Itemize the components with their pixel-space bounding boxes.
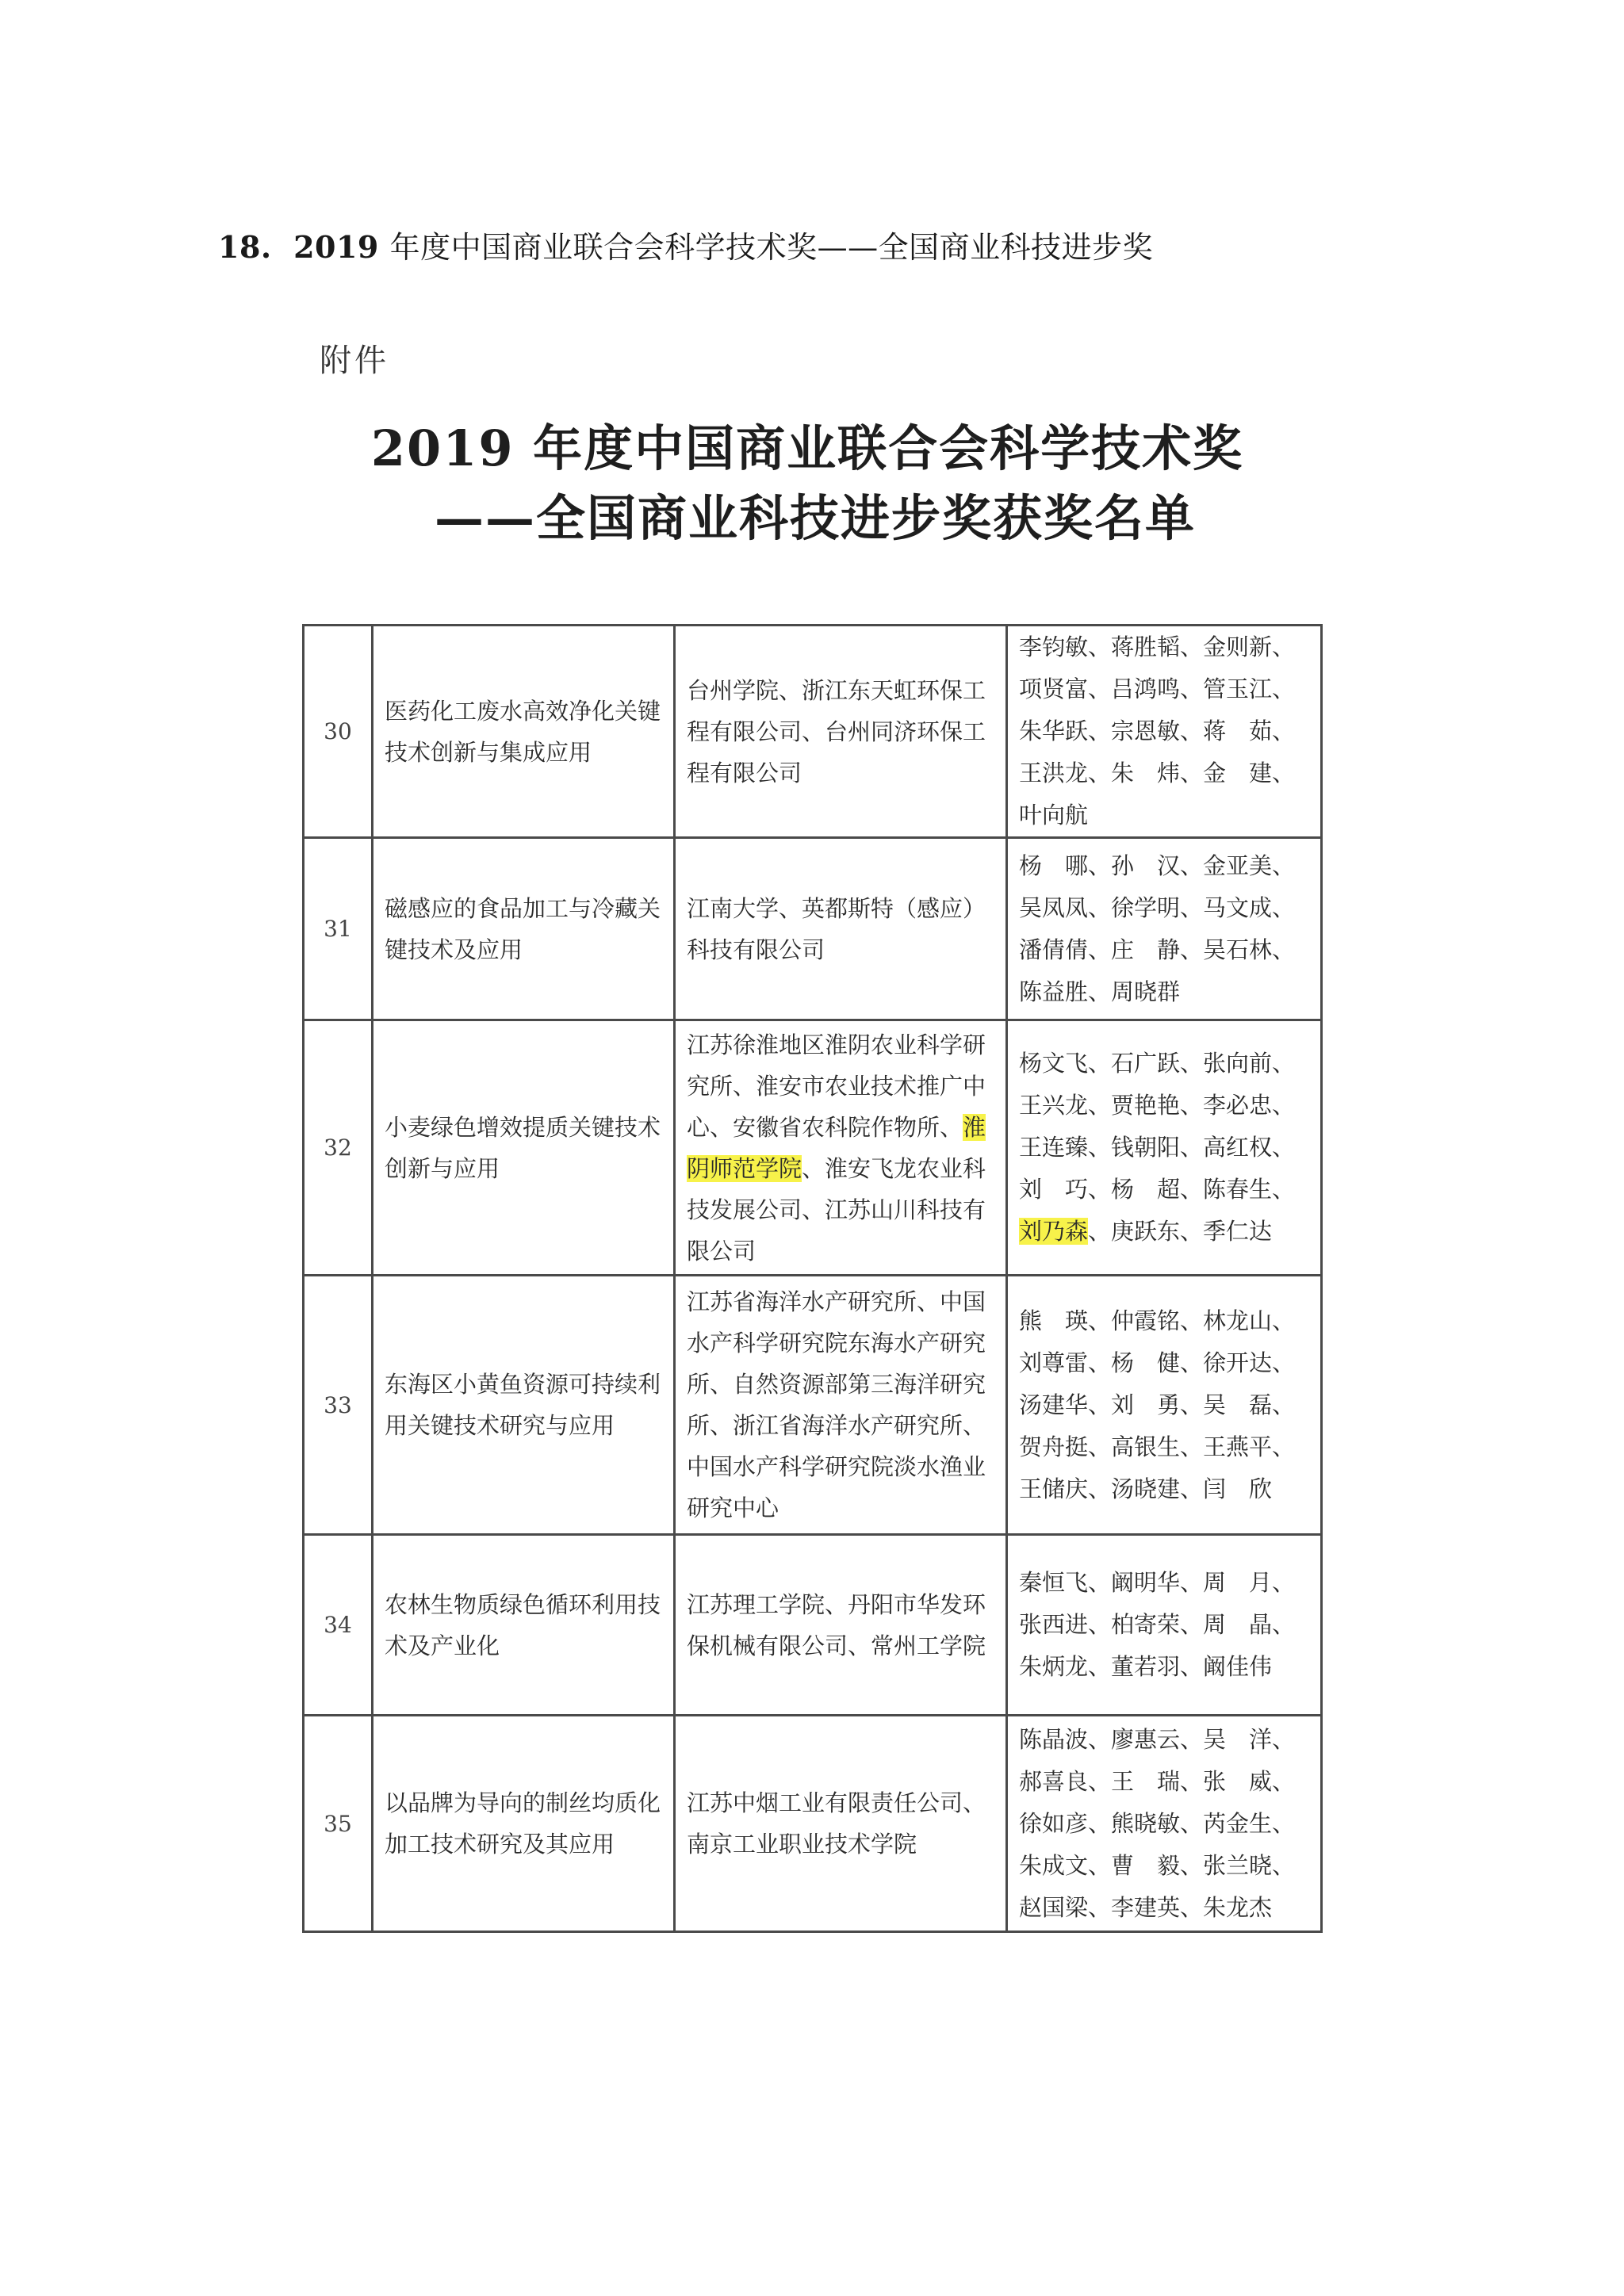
completing-units (675, 1020, 1007, 1276)
table-row (304, 1716, 1322, 1932)
section-heading (218, 228, 1153, 266)
completing-people (1007, 1716, 1322, 1932)
highlighted-unit: 淮阴师范学院 (687, 1113, 986, 1182)
unit-text: 江苏中烟工业有限责任公司、南京工业职业技术学院 (687, 1789, 986, 1858)
attachment-label: 附件 (320, 342, 389, 379)
completing-people (1007, 1020, 1322, 1276)
people-text: 秦恒飞、阚明华、周 月、张西进、柏寄荣、周 晶、朱炳龙、董若羽、阚佳伟 (1019, 1569, 1296, 1680)
project-name: 小麦绿色增效提质关键技术创新与应用 (373, 1020, 675, 1276)
project-name: 磁感应的食品加工与冷藏关键技术及应用 (373, 838, 675, 1020)
row-number: 32 (304, 1020, 373, 1276)
highlighted-person: 刘乃森 (1019, 1218, 1089, 1245)
unit-text: 台州学院、浙江东天虹环保工程有限公司、台州同济环保工程有限公司 (687, 676, 986, 786)
heading-number: 18. (218, 229, 272, 265)
people-text: 熊 瑛、仲霞铭、林龙山、刘尊雷、杨 健、徐开达、汤建华、刘 勇、吴 磊、贺舟挺、高银生、王燕平、王储庆、汤晓建、闫 欣 (1019, 1307, 1296, 1502)
completing-people (1007, 1535, 1322, 1716)
row-number: 31 (304, 838, 373, 1020)
document-title-line1: 2019 年度中国商业联合会科学技术奖 (370, 419, 1244, 477)
people-text: 杨文飞、石广跃、张向前、王兴龙、贾艳艳、李必忠、王连臻、钱朝阳、高红权、刘 巧、杨 超、陈春生、 (1019, 1050, 1296, 1203)
unit-text: 、淮安飞龙农业科技发展公司、江苏山川科技有限公司 (687, 1154, 986, 1265)
completing-units (675, 1535, 1007, 1716)
heading-text: 年度中国商业联合会科学技术奖——全国商业科技进步奖 (389, 230, 1154, 265)
completing-people (1007, 626, 1322, 838)
project-name: 农林生物质绿色循环利用技术及产业化 (373, 1535, 675, 1716)
table-row (304, 1535, 1322, 1716)
completing-units (675, 1716, 1007, 1932)
awards-table (302, 624, 1323, 1933)
people-text: 陈晶波、廖惠云、吴 洋、郝喜良、王 瑞、张 威、徐如彦、熊晓敏、芮金生、朱成文、曹 毅、张兰晓、赵国梁、李建英、朱龙杰 (1019, 1725, 1296, 1921)
people-text: 杨 哪、孙 汉、金亚美、吴凤凤、徐学明、马文成、潘倩倩、庄 静、吴石林、陈益胜、周晓群 (1019, 851, 1296, 1005)
row-number: 30 (304, 626, 373, 838)
unit-text: 江苏省海洋水产研究所、中国水产科学研究院东海水产研究所、自然资源部第三海洋研究所、浙江省海洋水产研究所、中国水产科学研究院淡水渔业研究中心 (687, 1288, 986, 1521)
row-number: 35 (304, 1716, 373, 1932)
unit-text: 江南大学、英都斯特（感应）科技有限公司 (687, 894, 986, 963)
people-text: 、庚跃东、季仁达 (1088, 1218, 1273, 1245)
completing-units (675, 626, 1007, 838)
table-row (304, 1020, 1322, 1276)
unit-text: 江苏理工学院、丹阳市华发环保机械有限公司、常州工学院 (687, 1590, 986, 1659)
project-name: 东海区小黄鱼资源可持续利用关键技术研究与应用 (373, 1276, 675, 1535)
row-number: 34 (304, 1535, 373, 1716)
people-text: 李钧敏、蒋胜韬、金则新、项贤富、吕鸿鸣、管玉江、朱华跃、宗恩敏、蒋 茹、王洪龙、朱 炜、金 建、叶向航 (1019, 633, 1296, 828)
document-title-line2: ——全国商业科技进步奖获奖名单 (434, 489, 1196, 547)
project-name: 以品牌为导向的制丝均质化加工技术研究及其应用 (373, 1716, 675, 1932)
table-row (304, 626, 1322, 838)
table-row (304, 1276, 1322, 1535)
heading-year: 2019 (293, 229, 379, 265)
table-row (304, 838, 1322, 1020)
completing-units (675, 1276, 1007, 1535)
project-name: 医药化工废水高效净化关键技术创新与集成应用 (373, 626, 675, 838)
scanned-document (238, 313, 1348, 1970)
completing-people (1007, 1276, 1322, 1535)
completing-units (675, 838, 1007, 1020)
completing-people (1007, 838, 1322, 1020)
row-number: 33 (304, 1276, 373, 1535)
unit-text: 江苏徐淮地区淮阴农业科学研究所、淮安市农业技术推广中心、安徽省农科院作物所、 (687, 1031, 986, 1141)
